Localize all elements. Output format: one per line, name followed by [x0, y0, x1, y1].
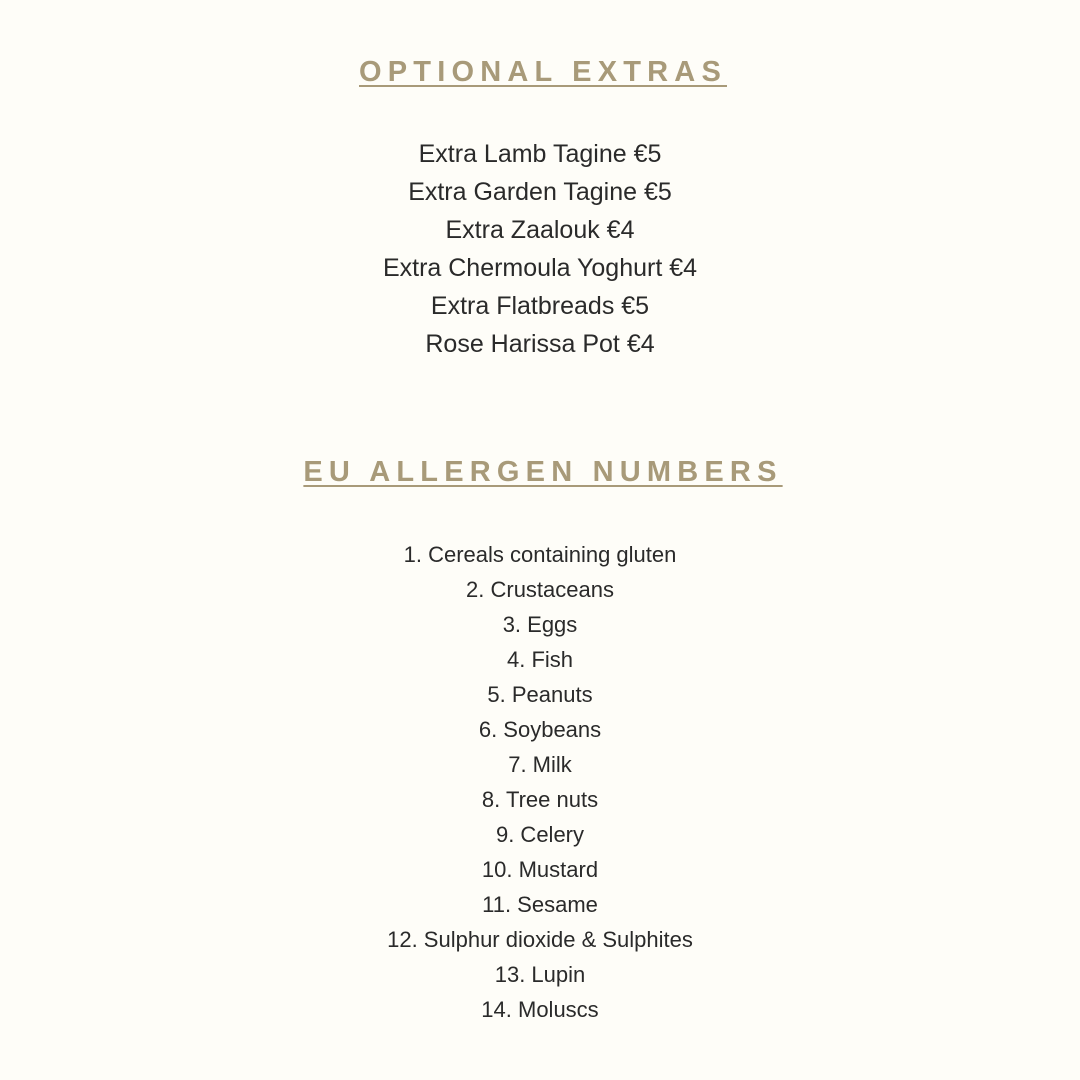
allergen-item-mustard: 10. Mustard — [481, 857, 599, 882]
allergen-heading: EU ALLERGEN NUMBERS — [303, 456, 783, 488]
allergen-item-eggs: 3. Eggs — [502, 612, 578, 637]
extra-item-flatbreads: Extra Flatbreads €5 — [430, 292, 650, 320]
allergen-list — [0, 537, 1080, 1027]
allergen-item-crustaceans: 2. Crustaceans — [466, 577, 614, 602]
allergen-item-soybeans: 6. Soybeans — [478, 717, 602, 742]
allergen-section — [0, 458, 1080, 1027]
allergen-item-fish: 4. Fish — [506, 647, 574, 672]
extra-item-zaalouk: Extra Zaalouk €4 — [445, 216, 635, 244]
extra-item-lamb-tagine: Extra Lamb Tagine €5 — [418, 140, 662, 168]
allergen-item-moluscs: 14. Moluscs — [481, 997, 599, 1022]
optional-extras-list — [0, 135, 1080, 363]
optional-extras-heading: OPTIONAL EXTRAS — [359, 56, 727, 88]
extra-item-garden-tagine: Extra Garden Tagine €5 — [408, 178, 672, 206]
allergen-item-celery: 9. Celery — [495, 822, 585, 847]
allergen-item-sesame: 11. Sesame — [482, 892, 598, 917]
allergen-item-tree-nuts: 8. Tree nuts — [481, 787, 599, 812]
extra-item-rose-harissa-pot: Rose Harissa Pot €4 — [425, 330, 655, 358]
optional-extras-section — [0, 58, 1080, 363]
allergen-item-peanuts: 5. Peanuts — [487, 682, 593, 707]
extra-item-chermoula-yoghurt: Extra Chermoula Yoghurt €4 — [382, 254, 698, 282]
allergen-item-lupin: 13. Lupin — [494, 962, 586, 987]
allergen-item-sulphites: 12. Sulphur dioxide & Sulphites — [387, 927, 693, 952]
allergen-item-cereals: 1. Cereals containing gluten — [403, 542, 677, 567]
allergen-item-milk: 7. Milk — [508, 752, 572, 777]
